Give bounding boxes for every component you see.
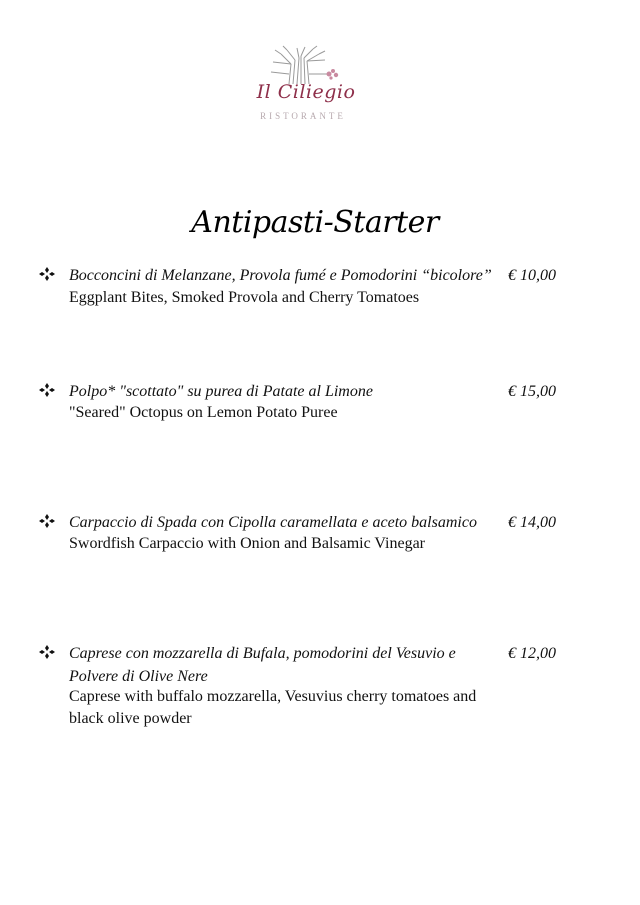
logo-name: Il Ciliegio — [256, 81, 356, 103]
item-name-italian: Bocconcini di Melanzane, Provola fumé e Pomodorini “bicolore” — [69, 267, 492, 284]
restaurant-logo — [241, 44, 365, 126]
item-name-english: Swordfish Carpaccio with Onion and Balsamic Vinegar — [69, 535, 425, 552]
diamond-bullet-icon — [38, 266, 56, 282]
item-name-italian-line-2: Polvere di Olive Nere — [69, 668, 208, 685]
section-title: Antipasti-Starter — [191, 205, 439, 240]
item-name-italian-line-1: Caprese con mozzarella di Bufala, pomodorini del Vesuvio e — [69, 645, 456, 662]
item-price: € 14,00 — [508, 514, 556, 531]
item-name-english-line-2: black olive powder — [69, 710, 192, 727]
item-price: € 12,00 — [508, 645, 556, 662]
item-name-english-line-1: Caprese with buffalo mozzarella, Vesuvius cherry tomatoes and — [69, 688, 477, 705]
item-price: € 10,00 — [508, 267, 556, 284]
item-price: € 15,00 — [508, 383, 556, 400]
diamond-bullet-icon — [38, 513, 56, 529]
item-name-english: Eggplant Bites, Smoked Provola and Cherry Tomatoes — [69, 289, 420, 306]
diamond-bullet-icon — [38, 644, 56, 660]
item-name-italian: Carpaccio di Spada con Cipolla caramellata e aceto balsamico — [69, 514, 477, 531]
item-name-italian: Polpo* "scottato" su purea di Patate al Limone — [69, 383, 373, 400]
item-name-english: "Seared" Octopus on Lemon Potato Puree — [69, 404, 338, 421]
logo-subtitle: RISTORANTE — [260, 111, 346, 121]
diamond-bullet-icon — [38, 382, 56, 398]
